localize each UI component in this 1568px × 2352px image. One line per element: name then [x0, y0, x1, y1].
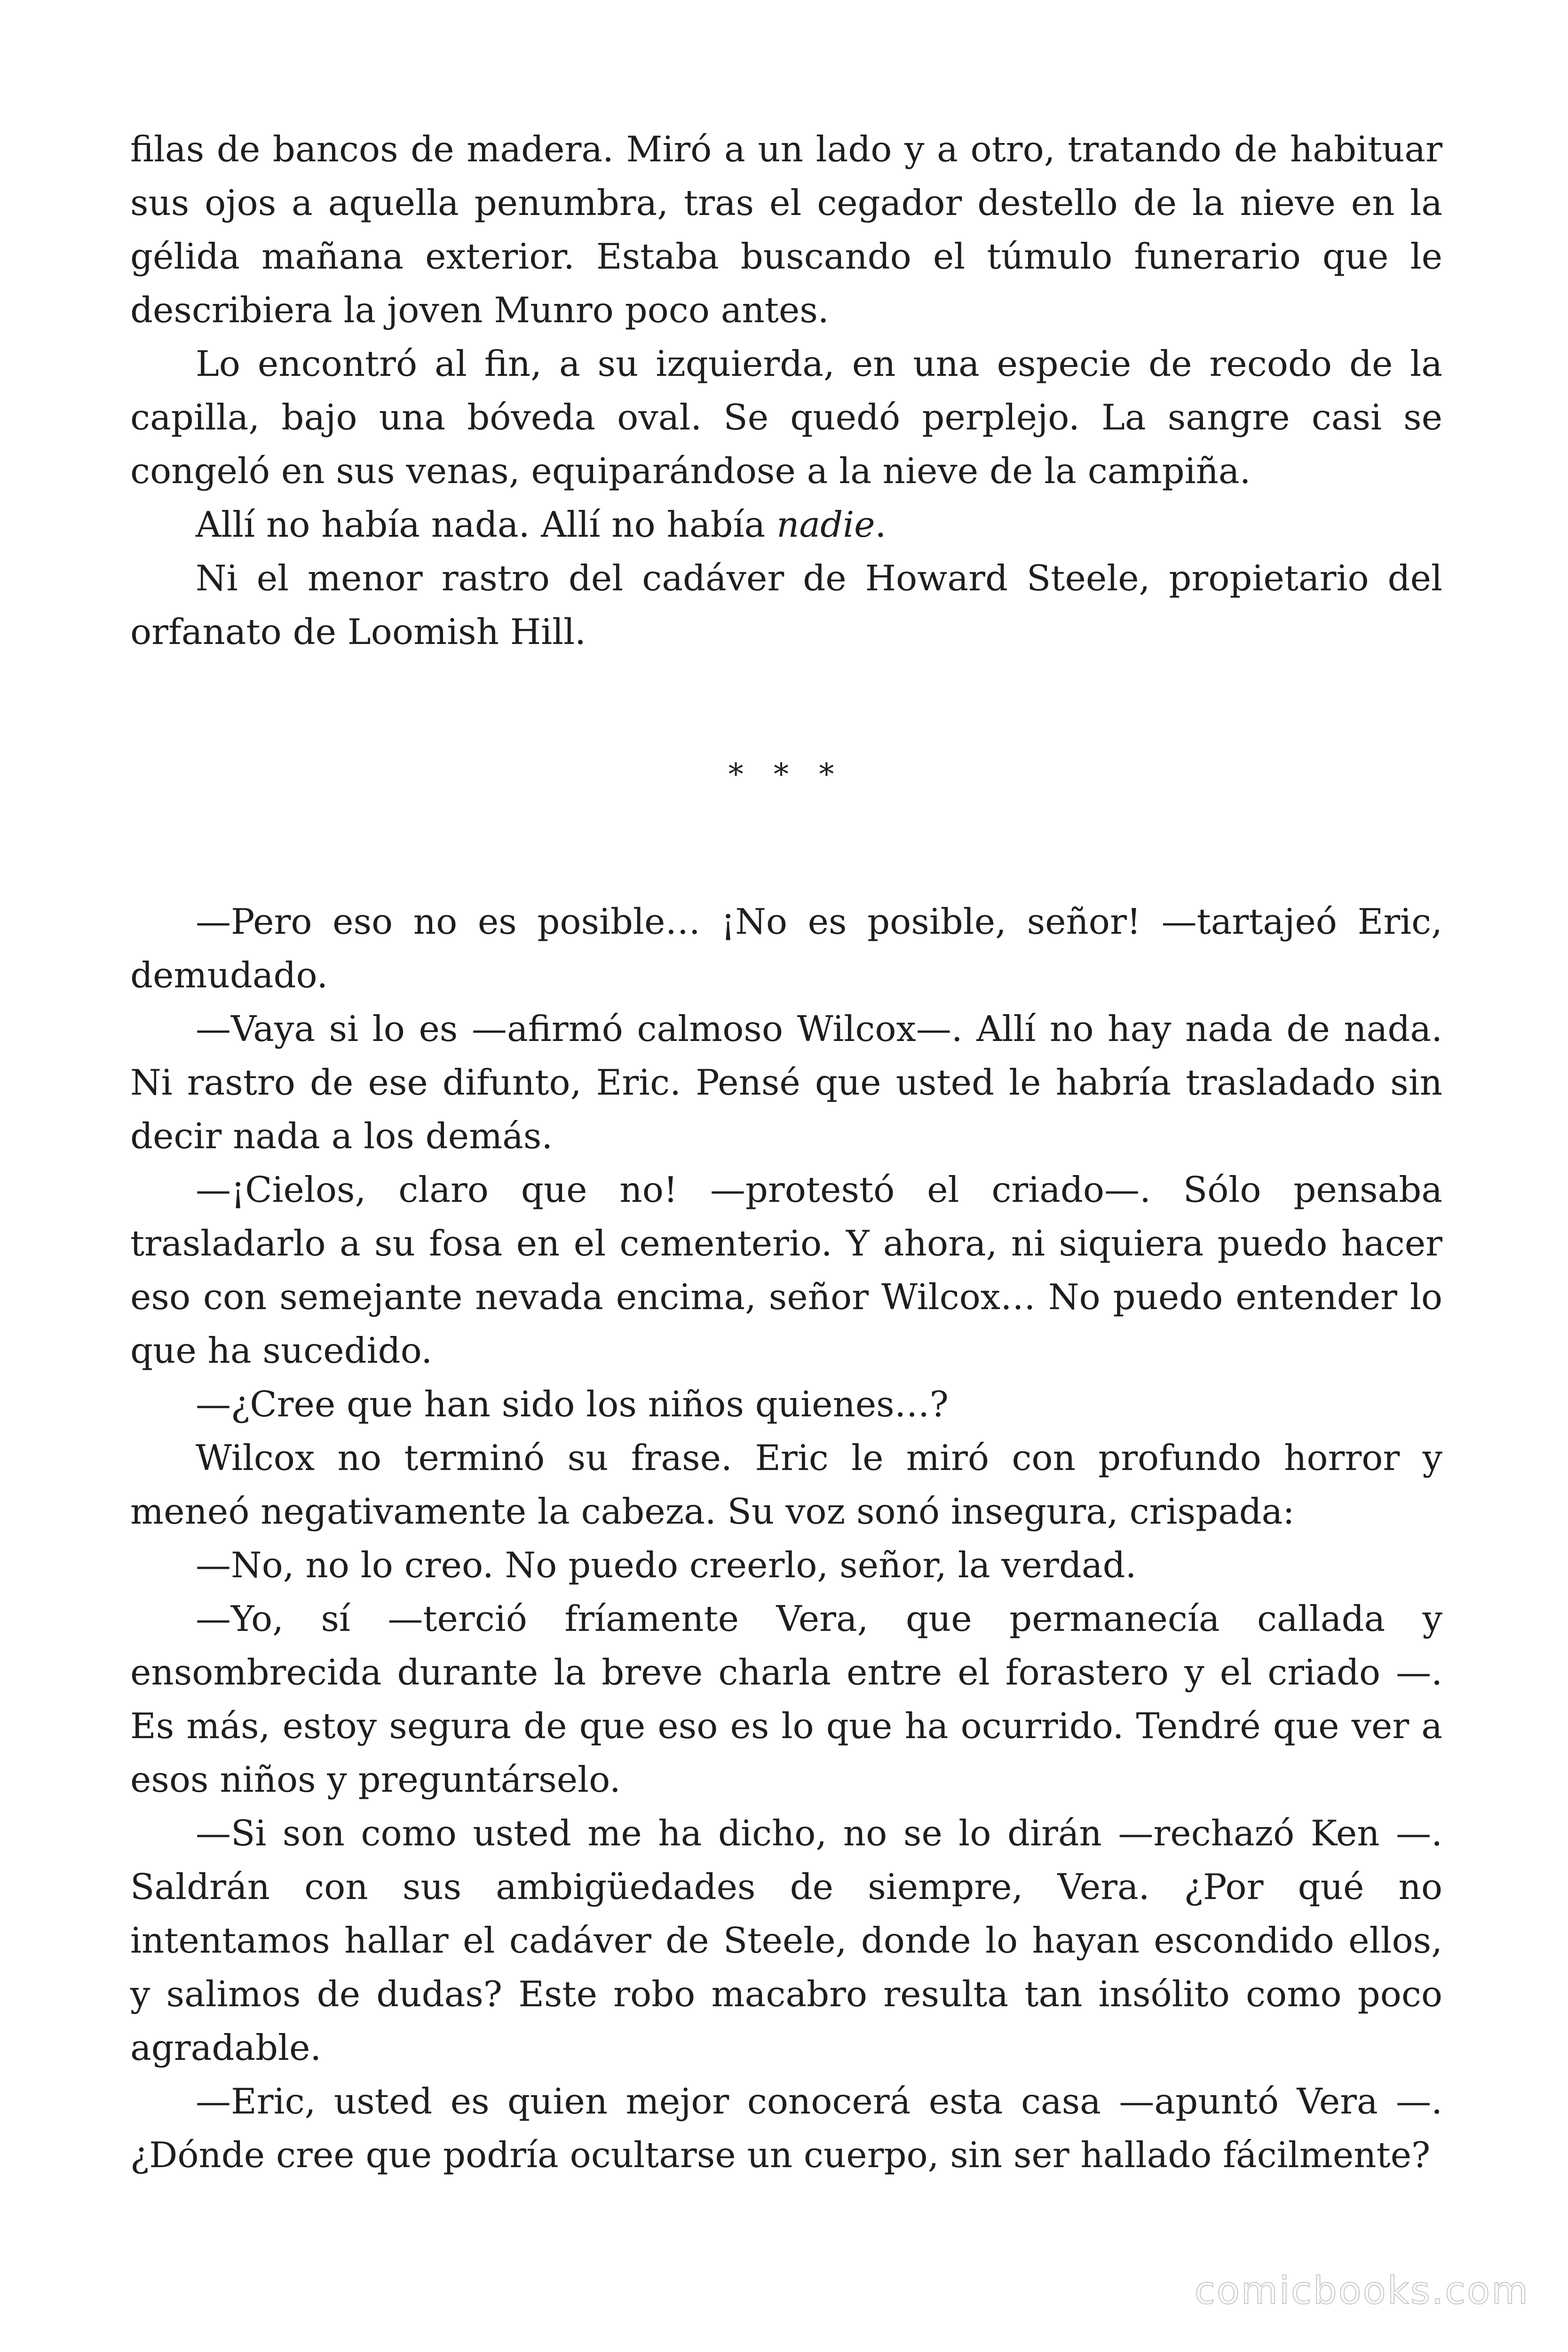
- paragraph: —Yo, sí —terció fríamente Vera, que permanecía callada y ensombrecida durante la breve charla entre el forastero y el criado —. Es más, estoy segura de que eso es lo que ha ocurrido. Tendré que ver a esos niños y preguntárselo.: [130, 1598, 1442, 1800]
- paragraph: filas de bancos de madera. Miró a un lado y a otro, tratando de habituar sus ojos a aquella penumbra, tras el cegador destello de la nieve en la gélida mañana exterior. Estaba buscando el túmulo funerario que le describiera la joven Munro poco antes.: [130, 128, 1442, 331]
- paragraph: Wilcox no terminó su frase. Eric le miró con profundo horror y meneó negativamente la cabeza. Su voz sonó insegura, crispada:: [130, 1437, 1442, 1532]
- paragraph: —No, no lo creo. No puedo creerlo, señor, la verdad.: [196, 1544, 1137, 1586]
- italic-word: nadie: [776, 504, 875, 545]
- paragraph: —¡Cielos, claro que no! —protestó el criado—. Sólo pensaba trasladarlo a su fosa en el cementerio. Y ahora, ni siquiera puedo hacer eso con semejante nevada encima, señor Wilcox… No puedo entender lo que ha sucedido.: [130, 1169, 1442, 1371]
- paragraph: —Pero eso no es posible… ¡No es posible, señor! —tartajeó Eric, demudado.: [130, 901, 1442, 996]
- paragraph: Ni el menor rastro del cadáver de Howard Steele, propietario del orfanato de Loomish Hill.: [130, 557, 1442, 652]
- paragraph: [130, 498, 1442, 551]
- paragraph: —Si son como usted me ha dicho, no se lo dirán —rechazó Ken —. Saldrán con sus ambigüedades de siempre, Vera. ¿Por qué no intentamos hallar el cadáver de Steele, donde lo hayan escondido ellos, y salimos de dudas? Este robo macabro resulta tan insólito como poco agradable.: [130, 1812, 1442, 2068]
- paragraph: —Eric, usted es quien mejor conocerá esta casa —apuntó Vera —. ¿Dónde cree que podría ocultarse un cuerpo, sin ser hallado fácilmente?: [130, 2081, 1442, 2176]
- scene-break: * * *: [728, 757, 845, 792]
- paragraph: —¿Cree que han sido los niños quienes…?: [196, 1383, 949, 1425]
- paragraph: —Vaya si lo es —afirmó calmoso Wilcox—. Allí no hay nada de nada. Ni rastro de ese difunto, Eric. Pensé que usted le habría trasladado sin decir nada a los demás.: [130, 1008, 1442, 1157]
- page-text: [130, 122, 1442, 2182]
- paragraph-text: .: [875, 504, 887, 545]
- paragraph-text: Allí no había nada. Allí no había: [196, 504, 777, 545]
- watermark: comicbooks.com: [1194, 2269, 1529, 2312]
- paragraph: Lo encontró al fin, a su izquierda, en una especie de recodo de la capilla, bajo una bóveda oval. Se quedó perplejo. La sangre casi se congeló en sus venas, equiparándose a la nieve de la campiña.: [130, 343, 1442, 492]
